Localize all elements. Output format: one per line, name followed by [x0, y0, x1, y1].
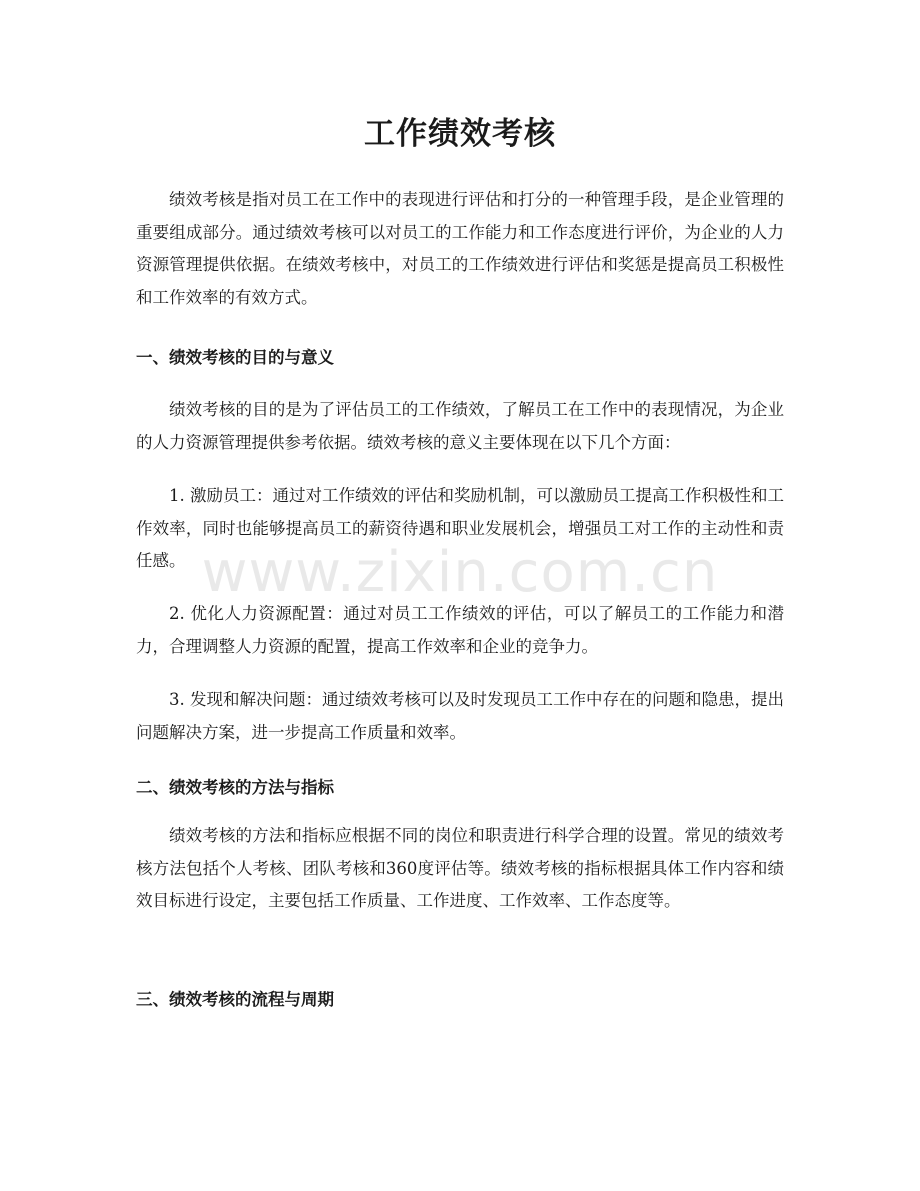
- list-item: 1. 激励员工：通过对工作绩效的评估和奖励机制，可以激励员工提高工作积极性和工作效率，同时也能够提高员工的薪资待遇和职业发展机会，增强员工对工作的主动性和责任感。: [136, 486, 784, 570]
- section-2-paragraph: 绩效考核的方法和指标应根据不同的岗位和职责进行科学合理的设置。常见的绩效考核方法包括个人考核、团队考核和360度评估等。绩效考核的指标根据具体工作内容和绩效目标进行设定，主要包括工作质量、工作进度、工作效率、工作态度等。: [136, 826, 784, 910]
- watermark: www.zixin.com.cn: [201, 540, 719, 605]
- list-item: 2. 优化人力资源配置：通过对员工工作绩效的评估，可以了解员工的工作能力和潜力，合理调整人力资源的配置，提高工作效率和企业的竞争力。: [136, 604, 784, 656]
- section-heading-2: 二、绩效考核的方法与指标: [136, 778, 334, 797]
- list-item: 3. 发现和解决问题：通过绩效考核可以及时发现员工工作中存在的问题和隐患，提出问题解决方案，进一步提高工作质量和效率。: [136, 690, 784, 742]
- section-heading-3: 三、绩效考核的流程与周期: [136, 990, 334, 1009]
- section-1-paragraph: 绩效考核的目的是为了评估员工的工作绩效，了解员工在工作中的表现情况，为企业的人力资源管理提供参考依据。绩效考核的意义主要体现在以下几个方面：: [136, 400, 784, 452]
- intro-paragraph: 绩效考核是指对员工在工作中的表现进行评估和打分的一种管理手段，是企业管理的重要组成部分。通过绩效考核可以对员工的工作能力和工作态度进行评价，为企业的人力资源管理提供依据。在绩效考核中，对员工的工作绩效进行评估和奖惩是提高员工积极性和工作效率的有效方式。: [136, 190, 784, 307]
- section-heading-1: 一、绩效考核的目的与意义: [136, 348, 334, 367]
- document-title: 工作绩效考核: [364, 116, 556, 152]
